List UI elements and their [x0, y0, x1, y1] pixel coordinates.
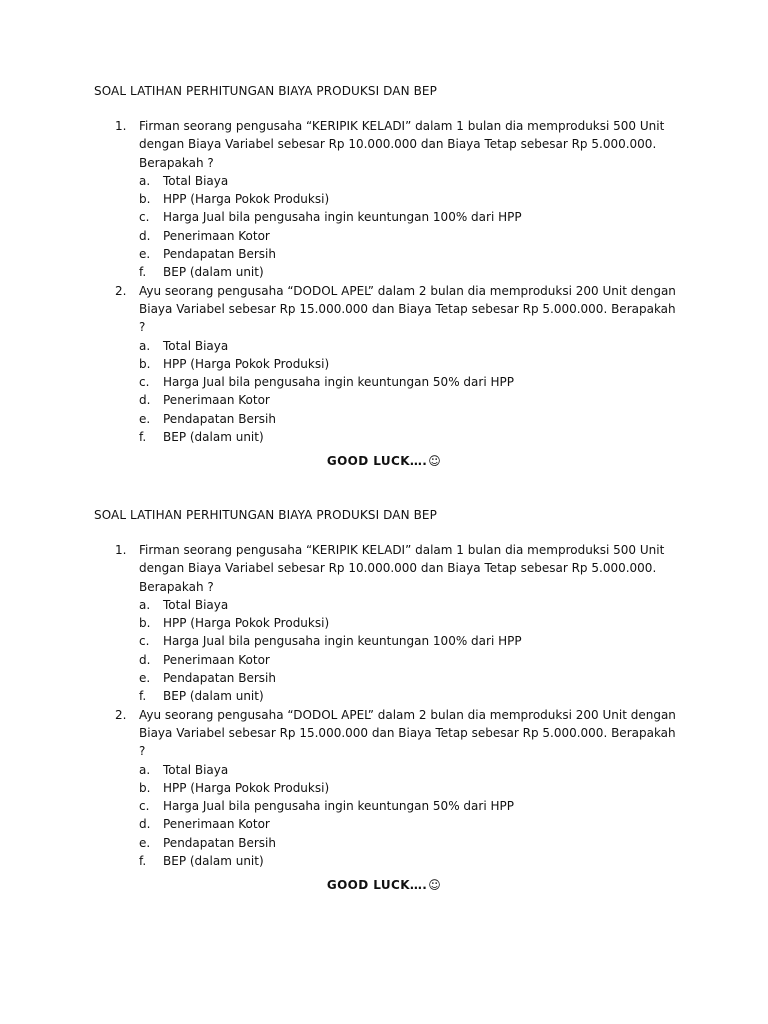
option-letter: c. [139, 634, 150, 649]
option-text: HPP (Harga Pokok Produksi) [163, 192, 330, 207]
option-text: Pendapatan Bersih [163, 247, 276, 262]
option-text: Total Biaya [163, 338, 229, 353]
option-item [0, 815, 768, 833]
option-text: BEP (dalam unit) [163, 689, 264, 704]
question-number: 2. [115, 283, 127, 298]
option-text: BEP (dalam unit) [163, 265, 264, 280]
smiley-icon: ☺ [428, 454, 442, 468]
option-text: Penerimaan Kotor [163, 817, 270, 832]
closing-text: GOOD LUCK…. [326, 454, 428, 468]
option-item [0, 852, 768, 870]
option-item [0, 834, 768, 852]
option-item [0, 355, 768, 373]
option-text: Total Biaya [163, 762, 229, 777]
option-item [0, 651, 768, 669]
option-text: BEP (dalam unit) [163, 854, 264, 869]
option-text: HPP (Harga Pokok Produksi) [163, 780, 330, 795]
exercise-title: SOAL LATIHAN PERHITUNGAN BIAYA PRODUKSI DAN BEP [94, 508, 437, 522]
question-1 [0, 117, 768, 282]
option-text: BEP (dalam unit) [163, 430, 264, 445]
option-letter: e. [139, 247, 151, 262]
option-letter: b. [139, 356, 151, 371]
option-list [0, 761, 768, 871]
option-text: Harga Jual bila pengusaha ingin keuntungan 50% dari HPP [163, 799, 514, 814]
question-text: Ayu seorang pengusaha “DODOL APEL” dalam 2 bulan dia memproduksi 200 Unit dengan Biaya Variabel sebesar Rp 15.000.000 dan Biaya Tetap sebesar Rp 5.000.000. Berapakah ? [139, 283, 676, 335]
question-2 [0, 282, 768, 447]
option-letter: f. [139, 430, 147, 445]
option-text: Pendapatan Bersih [163, 411, 276, 426]
option-item [0, 632, 768, 650]
question-text: Firman seorang pengusaha “KERIPIK KELADI” dalam 1 bulan dia memproduksi 500 Unit dengan Biaya Variabel sebesar Rp 10.000.000 dan Biaya Tetap sebesar Rp 5.000.000. Berapakah ? [139, 543, 665, 594]
option-letter: a. [139, 338, 151, 353]
question-text: Firman seorang pengusaha “KERIPIK KELADI” dalam 1 bulan dia memproduksi 500 Unit dengan Biaya Variabel sebesar Rp 10.000.000 dan Biaya Tetap sebesar Rp 5.000.000. Berapakah ? [139, 119, 665, 170]
option-letter: b. [139, 192, 151, 207]
option-letter: a. [139, 762, 151, 777]
option-list [0, 172, 768, 282]
option-letter: e. [139, 835, 151, 850]
question-number: 1. [115, 543, 127, 557]
question-1 [0, 541, 768, 706]
exercise-title: SOAL LATIHAN PERHITUNGAN BIAYA PRODUKSI DAN BEP [94, 84, 437, 98]
option-item [0, 669, 768, 687]
option-letter: b. [139, 616, 151, 631]
option-letter: e. [139, 671, 151, 686]
option-text: Penerimaan Kotor [163, 228, 270, 243]
option-letter: c. [139, 375, 150, 390]
option-item [0, 337, 768, 355]
option-item [0, 797, 768, 815]
option-letter: c. [139, 210, 150, 225]
option-list [0, 596, 768, 706]
option-item [0, 190, 768, 208]
option-item [0, 428, 768, 446]
option-letter: d. [139, 652, 151, 667]
option-letter: d. [139, 393, 151, 408]
closing-message [0, 454, 768, 468]
question-list [0, 541, 768, 870]
option-text: Harga Jual bila pengusaha ingin keuntungan 100% dari HPP [163, 634, 522, 649]
option-item [0, 391, 768, 409]
option-text: Total Biaya [163, 173, 229, 188]
option-item [0, 172, 768, 190]
option-text: HPP (Harga Pokok Produksi) [163, 356, 330, 371]
option-letter: c. [139, 799, 150, 814]
option-item [0, 687, 768, 705]
option-item [0, 410, 768, 428]
option-text: Pendapatan Bersih [163, 671, 276, 686]
option-letter: d. [139, 817, 151, 832]
option-item [0, 614, 768, 632]
option-letter: a. [139, 597, 151, 612]
question-number: 1. [115, 119, 127, 133]
question-number: 2. [115, 707, 127, 722]
option-letter: f. [139, 265, 147, 280]
option-letter: a. [139, 173, 151, 188]
option-item [0, 208, 768, 226]
option-text: Penerimaan Kotor [163, 393, 270, 408]
option-text: Pendapatan Bersih [163, 835, 276, 850]
option-text: Total Biaya [163, 597, 229, 612]
option-item [0, 245, 768, 263]
option-item [0, 373, 768, 391]
option-list [0, 337, 768, 447]
option-letter: f. [139, 854, 147, 869]
option-text: Penerimaan Kotor [163, 652, 270, 667]
option-text: Harga Jual bila pengusaha ingin keuntungan 50% dari HPP [163, 375, 514, 390]
option-item [0, 779, 768, 797]
option-letter: d. [139, 228, 151, 243]
option-text: HPP (Harga Pokok Produksi) [163, 616, 330, 631]
option-letter: e. [139, 411, 151, 426]
question-list [0, 117, 768, 446]
option-letter: f. [139, 689, 147, 704]
closing-text: GOOD LUCK…. [326, 878, 428, 892]
option-item [0, 263, 768, 281]
question-text: Ayu seorang pengusaha “DODOL APEL” dalam 2 bulan dia memproduksi 200 Unit dengan Biaya Variabel sebesar Rp 15.000.000 dan Biaya Tetap sebesar Rp 5.000.000. Berapakah ? [139, 707, 676, 759]
question-2 [0, 706, 768, 871]
smiley-icon: ☺ [428, 878, 442, 892]
option-letter: b. [139, 780, 151, 795]
option-item [0, 761, 768, 779]
option-text: Harga Jual bila pengusaha ingin keuntungan 100% dari HPP [163, 210, 522, 225]
option-item [0, 596, 768, 614]
option-item [0, 227, 768, 245]
closing-message [0, 878, 768, 892]
